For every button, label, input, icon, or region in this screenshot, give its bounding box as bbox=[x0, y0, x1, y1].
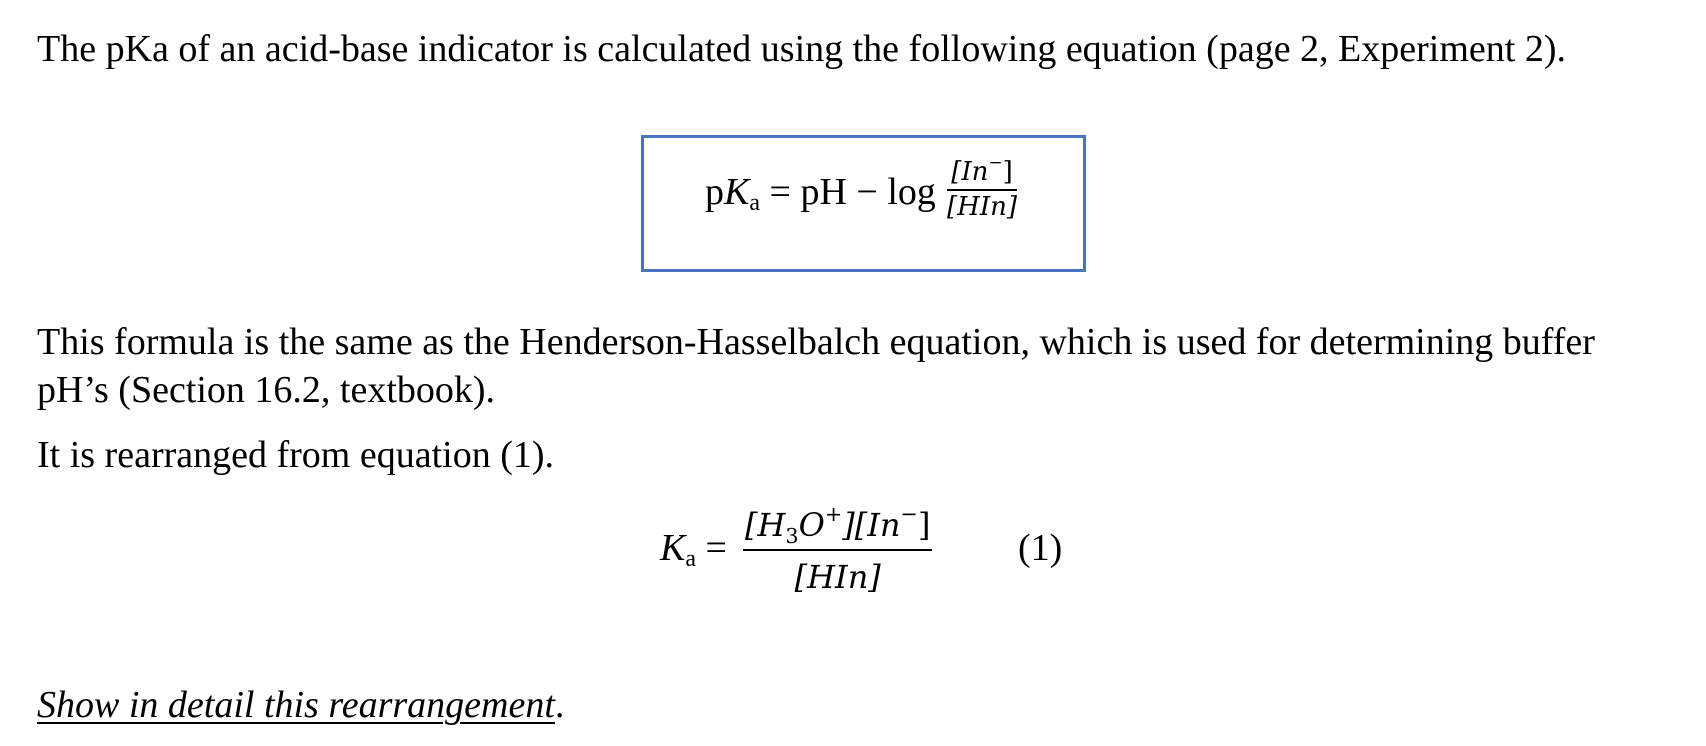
pka-k: K bbox=[724, 171, 750, 213]
pka-rhs: = pH − log bbox=[760, 171, 936, 213]
show-rearrangement-link[interactable]: Show in detail this rearrangement bbox=[37, 684, 555, 726]
rearranged-paragraph bbox=[37, 431, 554, 479]
intro-text: The pKa of an acid-base indicator is calculated using the following equation (page 2, Experiment 2). bbox=[37, 28, 1566, 70]
task-paragraph bbox=[37, 681, 564, 729]
henderson-line-1: This formula is the same as the Henderson-Hasselbalch equation, which is used for determining buffer bbox=[37, 321, 1595, 363]
pka-p: p bbox=[705, 171, 724, 213]
equation-number: (1) bbox=[1018, 527, 1063, 569]
rearranged-text: It is rearranged from equation (1). bbox=[37, 434, 555, 476]
pka-fraction-denominator: [HIn] bbox=[947, 192, 1017, 222]
intro-paragraph bbox=[37, 25, 1566, 73]
ka-k: K bbox=[660, 527, 686, 569]
ka-fraction-numerator: $[H_3O^+][In^-]$ bbox=[745, 502, 931, 549]
ka-fraction bbox=[743, 502, 932, 599]
ka-subscript-a: a bbox=[685, 546, 697, 572]
pka-equation-lhs bbox=[705, 170, 936, 214]
henderson-line-2: pH’s (Section 16.2, textbook). bbox=[37, 369, 496, 411]
pka-log-fraction bbox=[947, 152, 1017, 223]
ka-fraction-denominator: [HIn] bbox=[794, 558, 881, 596]
henderson-paragraph bbox=[37, 318, 1595, 414]
ka-equation-lhs bbox=[660, 526, 727, 570]
task-period: . bbox=[554, 684, 565, 726]
pka-fraction-numerator: [In−] bbox=[951, 152, 1013, 187]
ka-equals: = bbox=[696, 527, 727, 569]
pka-subscript-a: a bbox=[749, 190, 761, 216]
